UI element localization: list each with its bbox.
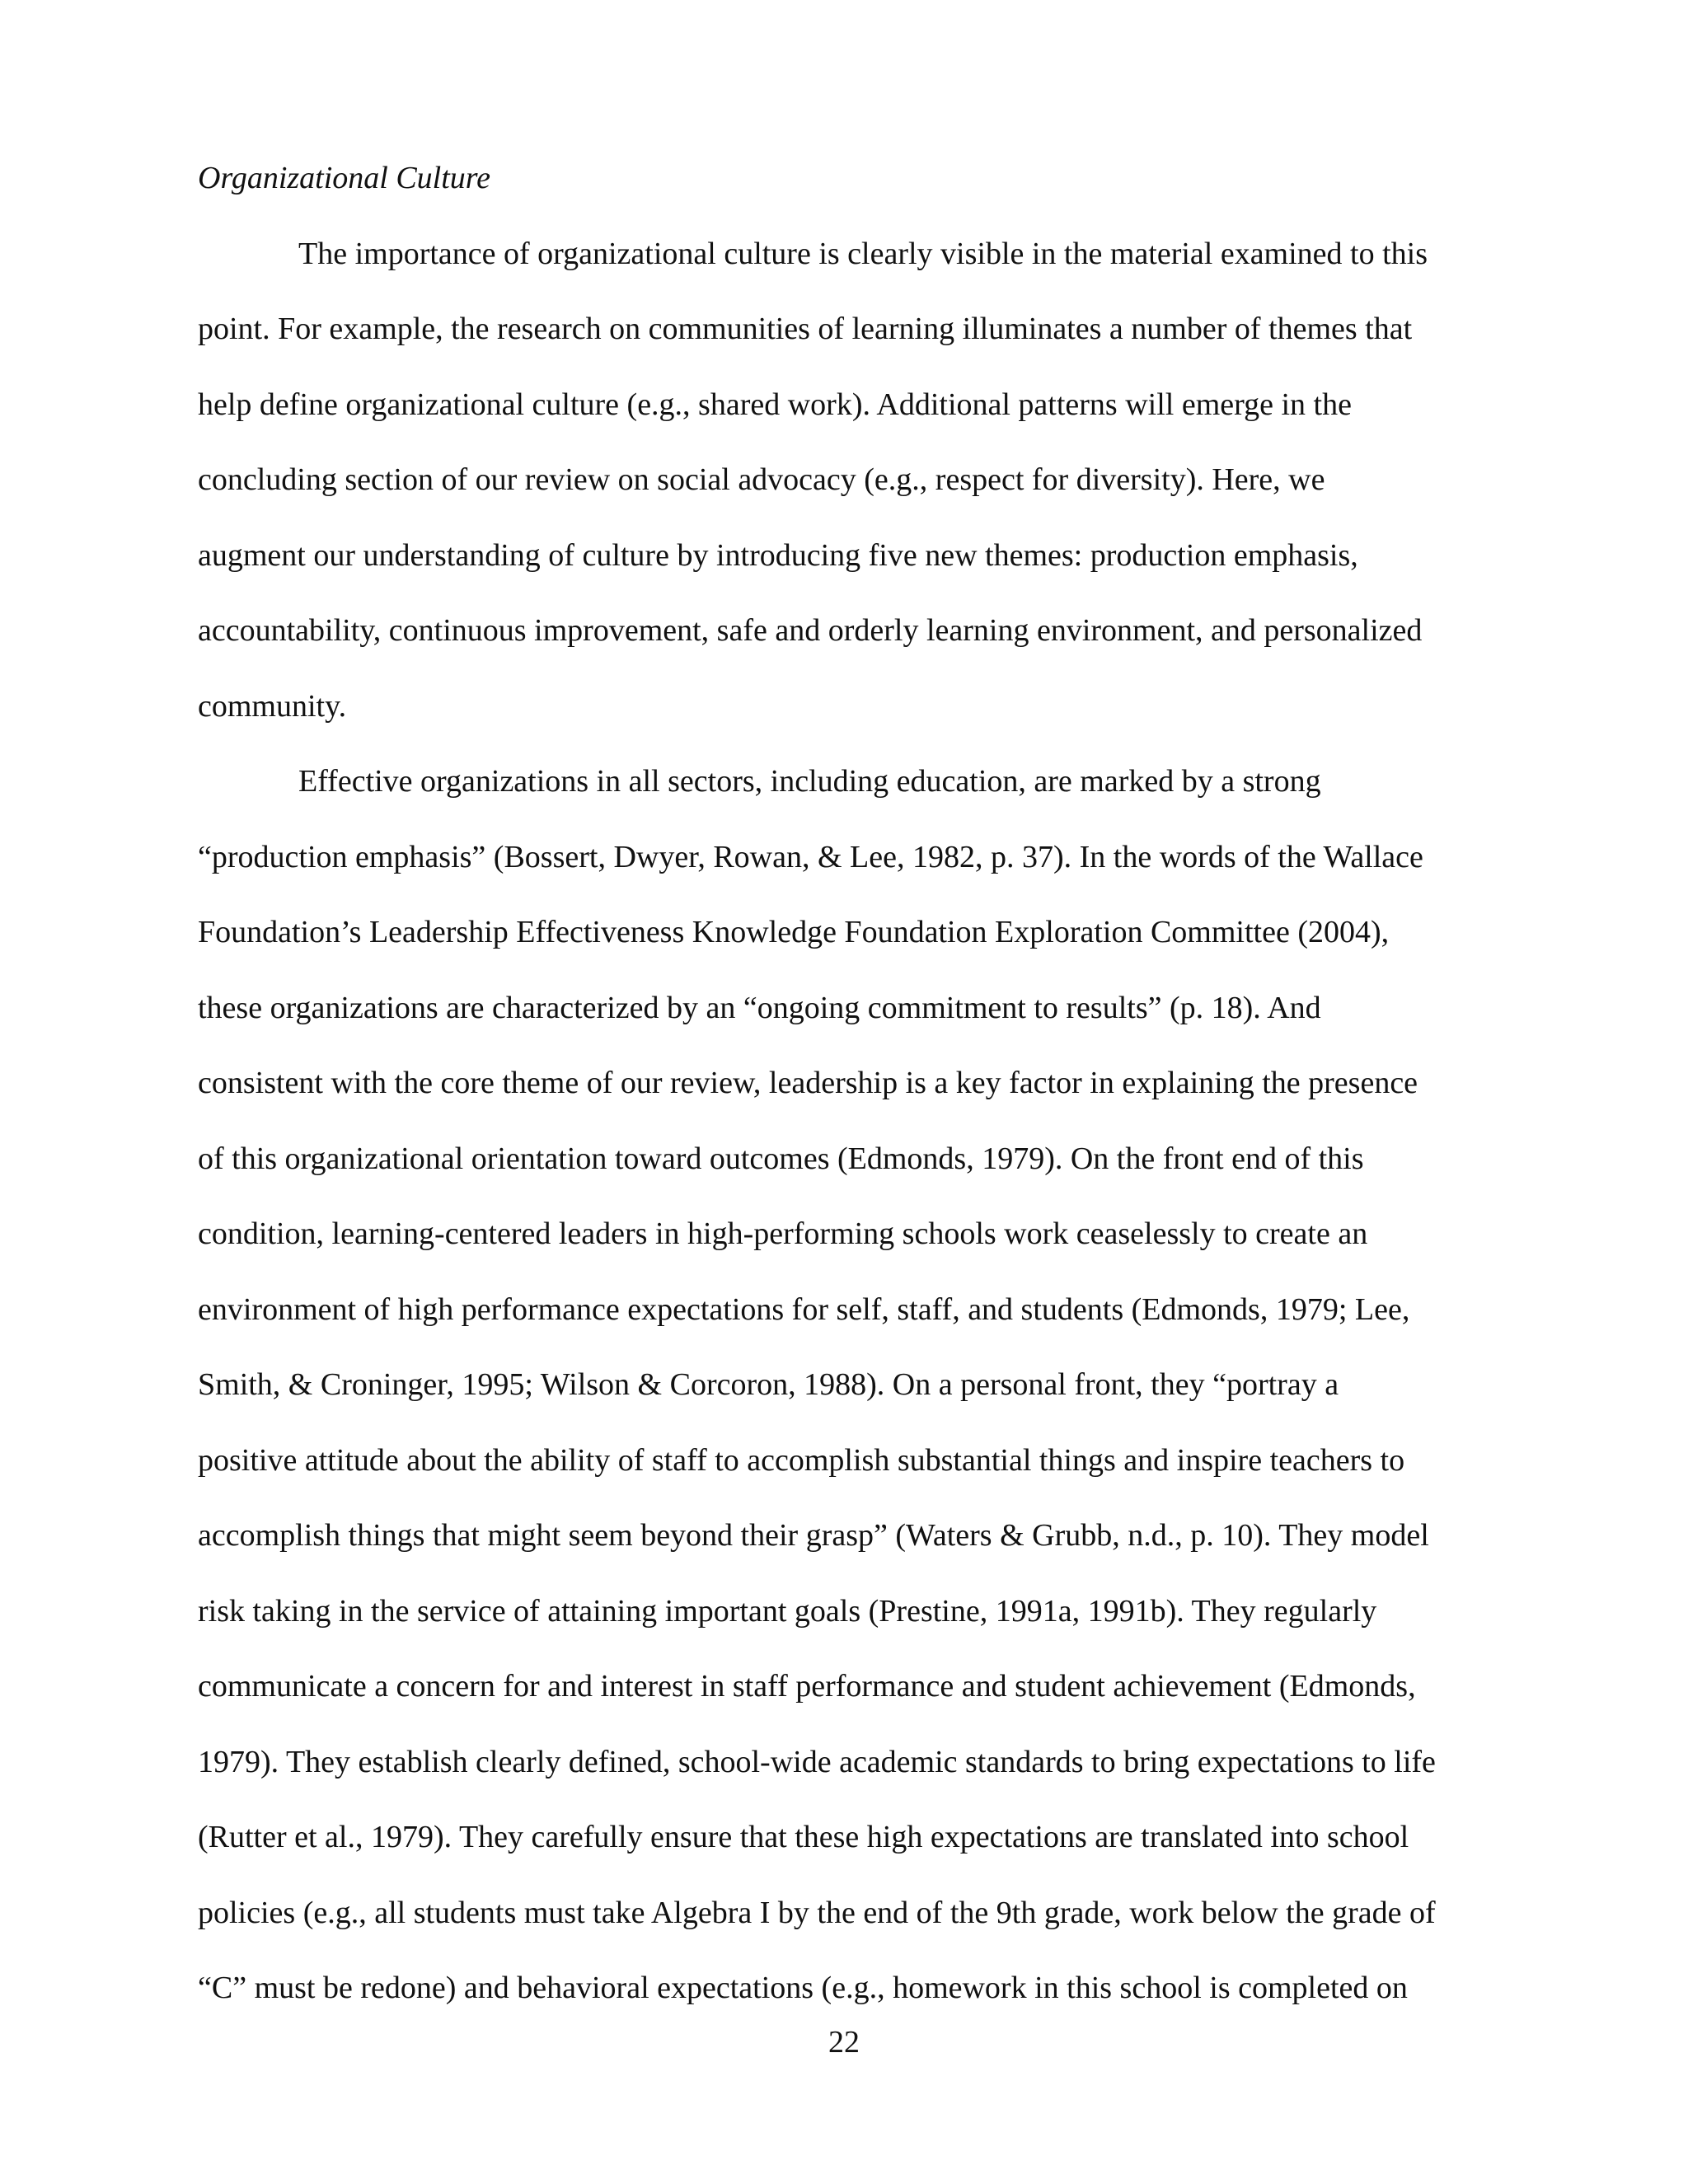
paragraph-line: community. [198, 688, 347, 724]
paragraph-line: concluding section of our review on social advocacy (e.g., respect for diversity). Here, we [198, 462, 1325, 497]
paragraph-line: environment of high performance expectations for self, staff, and students (Edmonds, 1979; Lee, [198, 1291, 1410, 1327]
paragraph-2 [198, 752, 1502, 2034]
paragraph-line: The importance of organizational culture is clearly visible in the material examined to this [298, 236, 1428, 271]
paragraph-line: positive attitude about the ability of staff to accomplish substantial things and inspire teachers to [198, 1442, 1405, 1478]
paragraph-line: “C” must be redone) and behavioral expectations (e.g., homework in this school is completed on [198, 1971, 1408, 2005]
paragraph-line: 1979). They establish clearly defined, school-wide academic standards to bring expectations to life [198, 1744, 1436, 1779]
paragraph-1 [198, 224, 1502, 752]
paragraph-line: accomplish things that might seem beyond their grasp” (Waters & Grubb, n.d., p. 10). They model [198, 1518, 1429, 1553]
paragraph-line: “production emphasis” (Bossert, Dwyer, Rowan, & Lee, 1982, p. 37). In the words of the Wallace [198, 839, 1423, 874]
page-body [198, 148, 1502, 2034]
paragraph-line: (Rutter et al., 1979). They carefully ensure that these high expectations are translated into school [198, 1820, 1409, 1854]
paragraph-line: consistent with the core theme of our review, leadership is a key factor in explaining the presence [198, 1066, 1418, 1100]
paragraph-line: risk taking in the service of attaining important goals (Prestine, 1991a, 1991b). They regularly [198, 1593, 1377, 1629]
paragraph-line: policies (e.g., all students must take Algebra I by the end of the 9th grade, work below the grade of [198, 1895, 1436, 1930]
page-number: 22 [828, 2025, 860, 2060]
paragraph-line: augment our understanding of culture by introducing five new themes: production emphasis, [198, 537, 1358, 573]
paragraph-line: Smith, & Croninger, 1995; Wilson & Corcoron, 1988). On a personal front, they “portray a [198, 1367, 1339, 1402]
paragraph-line: Effective organizations in all sectors, including education, are marked by a strong [298, 764, 1321, 799]
paragraph-line: Foundation’s Leadership Effectiveness Knowledge Foundation Exploration Committee (2004), [198, 915, 1390, 949]
paragraph-line: of this organizational orientation toward outcomes (Edmonds, 1979). On the front end of this [198, 1141, 1364, 1176]
paragraph-line: point. For example, the research on communities of learning illuminates a number of themes that [198, 312, 1413, 346]
section-heading: Organizational Culture [198, 161, 491, 195]
paragraph-line: communicate a concern for and interest in staff performance and student achievement (Edmonds, [198, 1669, 1416, 1704]
paragraph-line: help define organizational culture (e.g., shared work). Additional patterns will emerge in the [198, 387, 1352, 422]
paragraph-line: condition, learning-centered leaders in high-performing schools work ceaselessly to create an [198, 1216, 1368, 1251]
paragraph-line: these organizations are characterized by an “ongoing commitment to results” (p. 18). And [198, 990, 1321, 1025]
paragraph-line: accountability, continuous improvement, safe and orderly learning environment, and personalized [198, 613, 1423, 648]
